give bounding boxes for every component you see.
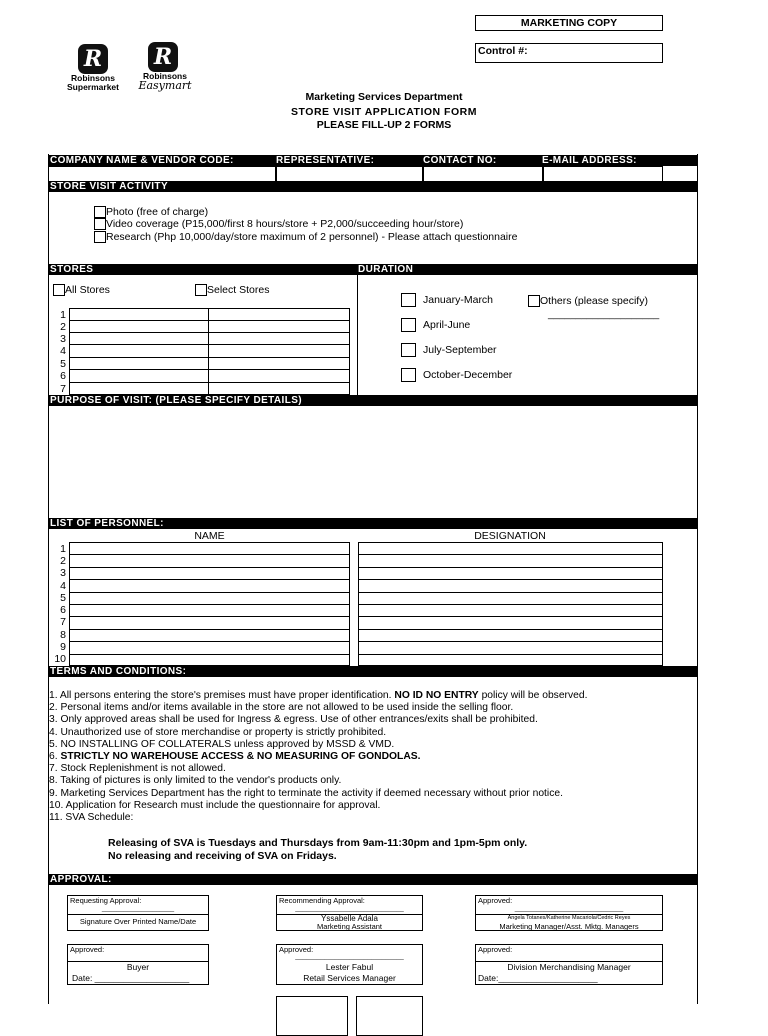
photo-checkbox[interactable] [94, 206, 106, 218]
purpose-header-bar [48, 395, 698, 406]
term-1: 1. All persons entering the store's premises must have proper identification. NO ID NO ENTRY policy will be observed. [49, 690, 588, 701]
extra-approval-box-2[interactable] [356, 996, 423, 1036]
activity-header-bar [48, 181, 698, 192]
activity-option-photo[interactable] [94, 206, 208, 218]
marketing-approver-names: Angela Totanes/Katherine Macariola/Cedric Reyes [507, 915, 631, 921]
duration-q4-option[interactable] [401, 368, 512, 382]
personnel-row-line[interactable] [358, 554, 663, 555]
requesting-approval-box[interactable] [67, 895, 209, 931]
logo-r-icon: R [78, 44, 108, 74]
purpose-title: PURPOSE OF VISIT: (PLEASE SPECIFY DETAILS) [50, 395, 303, 406]
contact-label: CONTACT NO: [423, 155, 497, 166]
personnel-row-line[interactable] [69, 604, 350, 605]
company-label: COMPANY NAME & VENDOR CODE: [50, 155, 234, 166]
term-5: 5. NO INSTALLING OF COLLATERALS unless approved by MSSD & VMD. [49, 738, 395, 750]
personnel-row-line[interactable] [358, 592, 663, 593]
marketing-approval-box[interactable] [475, 895, 663, 931]
research-checkbox[interactable] [94, 231, 106, 243]
personnel-row-line[interactable] [69, 616, 350, 617]
store-row-5: 5 [60, 358, 66, 370]
terms-list [49, 690, 689, 824]
duration-q2-option[interactable] [401, 318, 470, 332]
store-row-7: 7 [60, 383, 66, 395]
personnel-row-line[interactable] [69, 567, 350, 568]
buyer-title: Buyer [126, 962, 150, 972]
duration-q3-option[interactable] [401, 343, 497, 357]
stores-title: STORES [50, 264, 94, 275]
personnel-row-line[interactable] [69, 579, 350, 580]
personnel-row-line[interactable] [358, 567, 663, 568]
personnel-row-2: 2 [60, 555, 66, 567]
personnel-row-line[interactable] [358, 629, 663, 630]
personnel-row-7: 7 [60, 616, 66, 628]
personnel-header-bar [48, 518, 698, 529]
store-row-3: 3 [60, 333, 66, 345]
terms-title: TERMS AND CONDITIONS: [50, 666, 187, 677]
duration-others-checkbox[interactable] [528, 295, 540, 307]
term-4: 4. Unauthorized use of store merchandise or property is strictly prohibited. [49, 726, 387, 738]
approval-title: APPROVAL: [50, 874, 112, 885]
personnel-row-line[interactable] [358, 604, 663, 605]
personnel-row-9: 9 [60, 641, 66, 653]
robinsons-easymart-logo [132, 42, 198, 90]
duration-q4-label: October-December [423, 368, 513, 381]
retail-title: Retail Services Manager [303, 973, 396, 983]
term-3: 3. Only approved areas shall be used for Ingress & egress. Use of other entrances/exits shall be prohibited. [49, 714, 538, 726]
marketing-approval-label: Approved: [478, 896, 513, 905]
term-2: 2. Personal items and/or items available in the store are not allowed to be used inside the selling floor. [49, 702, 514, 714]
duration-title: DURATION [358, 264, 414, 275]
personnel-row-line[interactable] [69, 592, 350, 593]
personnel-row-line[interactable] [69, 641, 350, 642]
buyer-date[interactable]: Date: ____________________ [72, 973, 190, 983]
all-stores-option[interactable] [53, 284, 110, 296]
personnel-row-line[interactable] [358, 654, 663, 655]
photo-label: Photo (free of charge) [106, 206, 209, 218]
personnel-name-header: NAME [194, 530, 225, 542]
select-stores-label: Select Stores [207, 284, 270, 296]
buyer-approval-label: Approved: [70, 945, 105, 954]
extra-approval-box-1[interactable] [276, 996, 348, 1036]
activity-option-research[interactable] [94, 231, 517, 243]
duration-q1-checkbox[interactable] [401, 293, 416, 307]
retail-approval-box[interactable] [276, 944, 423, 985]
duration-others-line[interactable]: ____________________ [548, 309, 660, 320]
store-row-6: 6 [60, 370, 66, 382]
select-stores-option[interactable] [195, 284, 269, 296]
purpose-textarea[interactable] [49, 406, 697, 518]
recommending-approval-label: Recommending Approval: [279, 896, 365, 905]
personnel-row-line[interactable] [358, 579, 663, 580]
contact-field[interactable] [423, 166, 543, 182]
term-8: 8. Taking of pictures is only limited to the vendor's products only. [49, 775, 342, 787]
duration-q3-checkbox[interactable] [401, 343, 416, 357]
retail-name: Lester Fabul [325, 962, 374, 972]
division-approval-box[interactable] [475, 944, 663, 985]
control-number-label: Control #: [478, 45, 528, 57]
robinsons-supermarket-logo [58, 44, 128, 92]
terms-header-bar [48, 666, 698, 677]
logo2-line2: Easymart [138, 79, 192, 92]
video-checkbox[interactable] [94, 218, 106, 230]
company-field[interactable] [48, 166, 276, 182]
personnel-row-line[interactable] [69, 654, 350, 655]
buyer-approval-box[interactable] [67, 944, 209, 985]
select-stores-checkbox[interactable] [195, 284, 207, 296]
requesting-underline: ____________________ [101, 905, 175, 912]
duration-q4-checkbox[interactable] [401, 368, 416, 382]
all-stores-checkbox[interactable] [53, 284, 65, 296]
logo-r-icon: R [148, 42, 178, 72]
representative-field[interactable] [276, 166, 423, 182]
all-stores-label: All Stores [65, 284, 110, 296]
retail-underline: ______________________________ [295, 953, 404, 960]
company-header-bar [48, 155, 698, 166]
duration-others-label: Others (please specify) [540, 295, 648, 307]
duration-q2-label: April-June [423, 318, 471, 331]
personnel-row-line[interactable] [358, 616, 663, 617]
personnel-row-3: 3 [60, 567, 66, 579]
duration-q1-label: January-March [423, 293, 494, 306]
stores-duration-divider [357, 275, 358, 395]
video-label: Video coverage (P15,000/first 8 hours/store + P2,000/succeeding hour/store) [106, 218, 464, 230]
recommending-underline: ______________________________ [295, 905, 404, 912]
representative-label: REPRESENTATIVE: [276, 155, 375, 166]
email-label: E-MAIL ADDRESS: [542, 155, 637, 166]
recommending-approval-box[interactable] [276, 895, 423, 931]
form-title: STORE VISIT APPLICATION FORM [291, 106, 477, 118]
store-row-2: 2 [60, 321, 66, 333]
requesting-signature-caption: Signature Over Printed Name/Date [79, 917, 197, 926]
email-field[interactable] [543, 166, 663, 182]
retail-approval-label: Approved: [279, 945, 314, 954]
personnel-row-line[interactable] [358, 641, 663, 642]
personnel-row-1: 1 [60, 543, 66, 555]
logo2-line1: Robinsons [143, 71, 187, 81]
approval-header-bar [48, 874, 698, 885]
duration-q3-label: July-September [423, 343, 497, 356]
personnel-row-8: 8 [60, 629, 66, 641]
schedule-line-1: Releasing of SVA is Tuesdays and Thursdays from 9am-11:30pm and 1pm-5pm only. [108, 837, 528, 849]
personnel-row-line[interactable] [69, 629, 350, 630]
marketing-approver-title: Marketing Manager/Asst. Mktg. Managers [499, 922, 639, 931]
personnel-row-4: 4 [60, 580, 66, 592]
activity-option-video[interactable] [94, 218, 463, 230]
term-7: 7. Stock Replenishment is not allowed. [49, 763, 226, 775]
department-title: Marketing Services Department [305, 91, 463, 103]
term-10: 10. Application for Research must include the questionnaire for approval. [49, 799, 381, 811]
personnel-title: LIST OF PERSONNEL: [50, 518, 164, 529]
store-row-4: 4 [60, 345, 66, 357]
personnel-designation-header: DESIGNATION [474, 530, 546, 542]
personnel-row-line[interactable] [69, 554, 350, 555]
control-number-field[interactable] [475, 43, 663, 63]
recommending-title: Marketing Assistant [316, 922, 383, 931]
recommending-name: Yssabelle Adala [321, 914, 378, 923]
logo1-line2: Supermarket [67, 82, 119, 92]
logo1-line1: Robinsons [71, 73, 115, 83]
division-title: Division Merchandising Manager [507, 962, 631, 972]
personnel-row-5: 5 [60, 592, 66, 604]
stores-duration-bar [48, 264, 698, 275]
personnel-row-10: 10 [54, 653, 66, 665]
duration-q2-checkbox[interactable] [401, 318, 416, 332]
division-date[interactable]: Date:_____________________ [478, 973, 598, 983]
division-approval-label: Approved: [478, 945, 513, 954]
term-6: 6. STRICTLY NO WAREHOUSE ACCESS & NO MEASURING OF GONDOLAS. [49, 751, 421, 763]
marketing-copy-box: MARKETING COPY [475, 15, 663, 31]
store-row-1: 1 [60, 309, 66, 321]
research-label: Research (Php 10,000/day/store maximum of 2 personnel) - Please attach questionnaire [106, 231, 518, 243]
duration-others-option[interactable] [528, 295, 648, 307]
term-9: 9. Marketing Services Department has the right to terminate the activity if deemed necessary without prior notice. [49, 787, 563, 799]
duration-q1-option[interactable] [401, 293, 493, 307]
form-instruction: PLEASE FILL-UP 2 FORMS [316, 119, 452, 131]
marketing-underline: ______________________________ [514, 905, 624, 912]
activity-title: STORE VISIT ACTIVITY [50, 181, 169, 192]
requesting-approval-label: Requesting Approval: [70, 896, 142, 905]
personnel-row-6: 6 [60, 604, 66, 616]
term-11: 11. SVA Schedule: [49, 812, 134, 824]
schedule-line-2: No releasing and receiving of SVA on Fridays. [108, 850, 337, 862]
